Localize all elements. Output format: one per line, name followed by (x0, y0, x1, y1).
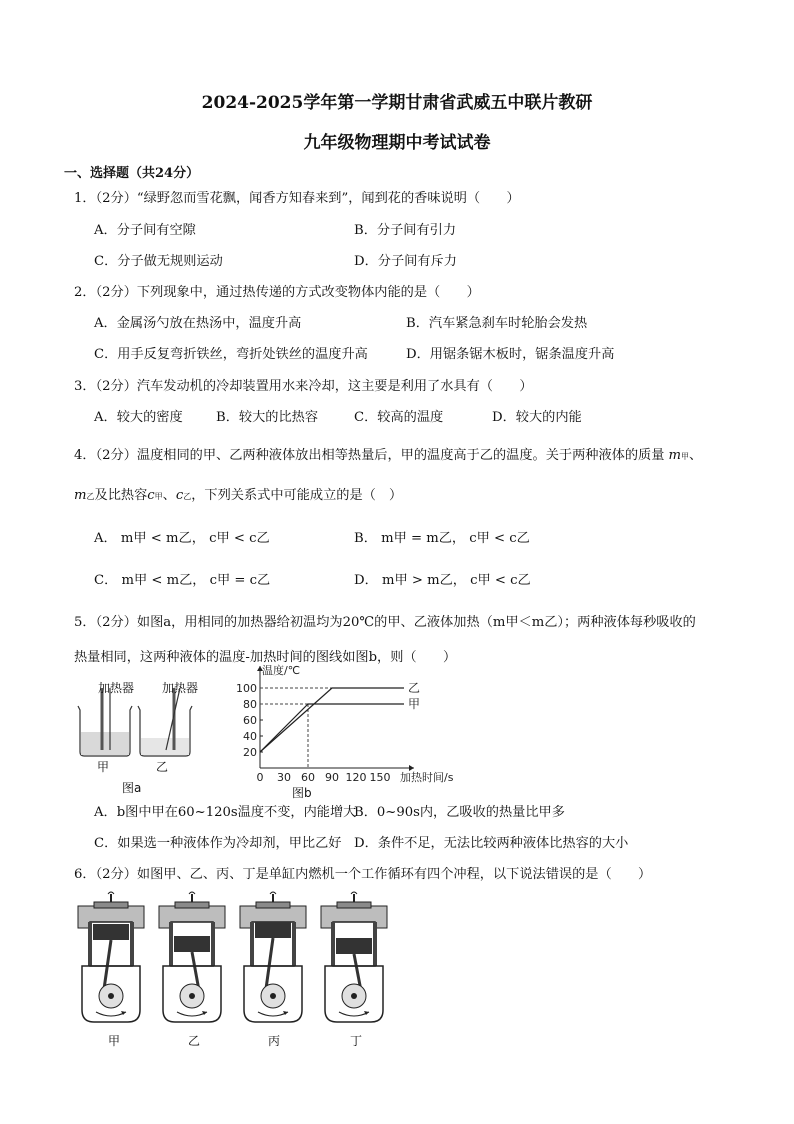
x-tick-label-2: 60 (301, 771, 315, 784)
series-label-yi: 乙 (408, 681, 421, 695)
heater-label-1: 加热器 (98, 681, 135, 695)
q5-option-b: B．0~90s内，乙吸收的热量比甲多 (354, 805, 565, 820)
q2-stem: 2．（2分）下列现象中，通过热传递的方式改变物体内能的是（ ） (74, 285, 480, 300)
beaker-jia (78, 688, 132, 756)
engine-strokes-figure (70, 892, 410, 1052)
engine-jia (78, 892, 144, 1022)
q1-stem: 1．（2分）“绿野忽而雪花飘，闻香方知春来到”，闻到花的香味说明（ ） (74, 191, 520, 206)
q5-option-c: C．如果选一种液体作为冷却剂，甲比乙好 (94, 836, 342, 851)
q3-option-c: C．较高的温度 (354, 410, 444, 425)
q4-stem-line2: m乙及比热容c甲、c乙，下列关系式中可能成立的是（ ） (74, 488, 403, 503)
q1-option-d: D．分子间有斥力 (354, 254, 457, 269)
q2-option-c: C．用手反复弯折铁丝，弯折处铁丝的温度升高 (94, 347, 368, 362)
x-tick-label-3: 90 (325, 771, 339, 784)
q1-option-c: C．分子做无规则运动 (94, 254, 223, 269)
q6-stem: 6．（2分）如图甲、乙、丙、丁是单缸内燃机一个工作循环有四个冲程，以下说法错误的是（ ） (74, 867, 652, 882)
q4-option-b: B． m甲 = m乙， c甲 < c乙 (354, 531, 530, 546)
q5-option-a: A．b图中甲在60~120s温度不变，内能增大 (94, 805, 357, 820)
x-axis-label: 加热时间/s (400, 771, 454, 784)
exam-title-line2: 九年级物理期中考试试卷 (303, 133, 491, 153)
section-heading: 一、选择题（共24分） (64, 166, 200, 181)
figure-a-beakers (70, 676, 230, 796)
temperature-time-chart (236, 664, 454, 798)
q3-option-d: D．较大的内能 (492, 410, 582, 425)
y-tick-label-3: 80 (243, 698, 257, 711)
beaker-label-yi: 乙 (156, 760, 169, 774)
engine-label-jia: 甲 (108, 1034, 121, 1048)
q2-option-d: D．用锯条锯木板时，锯条温度升高 (406, 347, 615, 362)
engine-yi (159, 892, 225, 1022)
beaker-label-jia: 甲 (97, 760, 110, 774)
q4-option-c: C． m甲 < m乙， c甲 = c乙 (94, 573, 271, 588)
q2-option-b: B．汽车紧急刹车时轮胎会发热 (406, 316, 588, 331)
series-label-jia: 甲 (408, 697, 421, 711)
q2-option-a: A．金属汤勺放在热汤中，温度升高 (94, 316, 302, 331)
q5-stem-line1: 5．（2分）如图a，用相同的加热器给初温均为20℃的甲、乙液体加热（m甲＜m乙）；两种液体每秒吸收的 (74, 615, 696, 630)
q4-stem-line1: 4．（2分）温度相同的甲、乙两种液体放出相等热量后，甲的温度高于乙的温度。关于两种液体的质量 m甲、 (74, 448, 703, 463)
engine-label-ding: 丁 (350, 1034, 363, 1048)
y-axis-label: 温度/℃ (262, 664, 301, 677)
figure-a-caption: 图a (122, 781, 142, 795)
y-tick-label-1: 40 (243, 730, 257, 743)
series-line-jia (260, 704, 404, 752)
figure-b-caption: 图b (292, 786, 312, 800)
engine-ding (321, 892, 387, 1022)
x-tick-label-0: 0 (256, 771, 264, 784)
q3-stem: 3．（2分）汽车发动机的冷却装置用水来冷却，这主要是利用了水具有（ ） (74, 379, 533, 394)
x-tick-label-4: 120 (345, 771, 367, 784)
series-line-yi (260, 688, 404, 752)
heater-label-2: 加热器 (162, 681, 199, 695)
q4-option-a: A． m甲 < m乙， c甲 < c乙 (94, 531, 270, 546)
x-tick-label-5: 150 (369, 771, 391, 784)
q1-option-b: B．分子间有引力 (354, 223, 457, 238)
q3-option-b: B．较大的比热容 (216, 410, 319, 425)
y-tick-label-2: 60 (243, 714, 257, 727)
y-tick-label-0: 20 (243, 746, 257, 759)
q3-option-a: A．较大的密度 (94, 410, 183, 425)
engine-label-yi: 乙 (188, 1034, 201, 1048)
q4-option-d: D． m甲 > m乙， c甲 < c乙 (354, 573, 531, 588)
y-tick-label-4: 100 (236, 682, 257, 695)
q5-option-d: D．条件不足，无法比较两种液体比热容的大小 (354, 836, 629, 851)
q1-option-a: A．分子间有空隙 (94, 223, 196, 238)
x-tick-label-1: 30 (277, 771, 291, 784)
engine-label-bing: 丙 (268, 1034, 281, 1048)
beaker-yi (138, 688, 192, 756)
exam-title-line1: 2024-2025学年第一学期甘肃省武威五中联片教研 (201, 93, 593, 113)
engine-bing (240, 892, 306, 1022)
figure-b-chart (236, 664, 454, 800)
q5-stem-line2: 热量相同，这两种液体的温度-加热时间的图线如图b，则（ ） (74, 650, 457, 665)
